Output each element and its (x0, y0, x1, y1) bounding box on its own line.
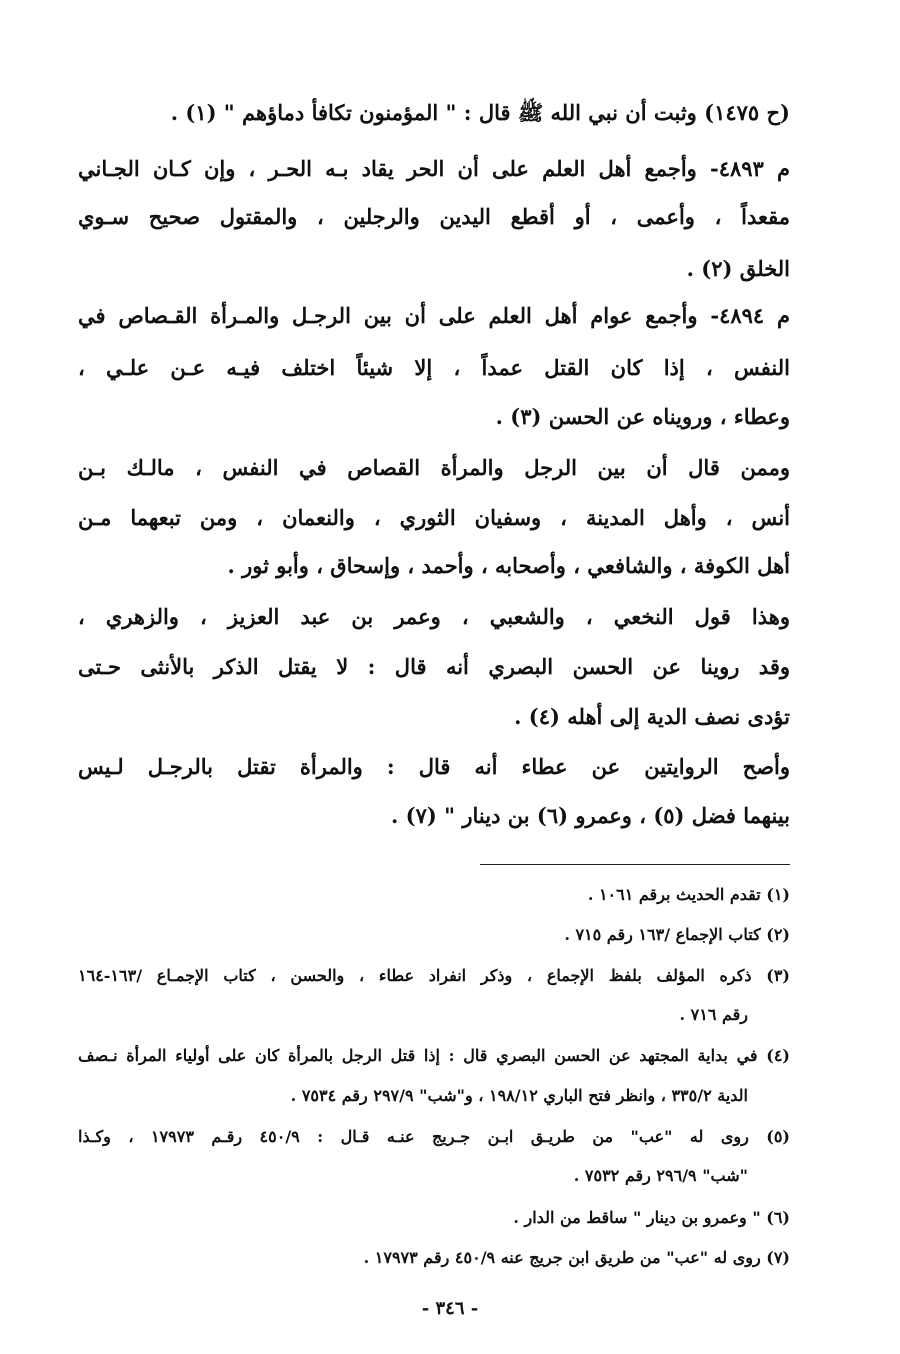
text-line: وهذا قول النخعي ، والشعبي ، وعمر بن عبد العزيز ، والزهري ، (78, 604, 790, 629)
footnote-line: (١) تقدم الحديث برقم ١٠٦١ . (587, 885, 790, 904)
text-line: الخلق (٢) . (686, 256, 790, 281)
footnote-line: (٣) ذكره المؤلف بلفظ الإجماع ، وذكر انفراد عطاء ، والحسن ، كتاب الإجمـاع /١٦٣-١٦٤ (78, 966, 790, 985)
text-line: مقعداً ، وأعمى ، أو أقطع اليدين والرجلين ، والمقتول صحيح سـوي (78, 204, 790, 229)
text-line: أهل الكوفة ، والشافعي ، وأصحابه ، وأحمد ، وإسحاق ، وأبو ثور . (227, 553, 790, 578)
text-line: تؤدى نصف الدية إلى أهله (٤) . (514, 704, 790, 729)
footnote-line: "شب" ٢٩٦/٩ رقم ٧٥٣٢ . (573, 1166, 748, 1185)
text-line: النفس ، إذا كان القتل عمداً ، إلا شيئاً اختلف فيـه عـن علـي ، (78, 355, 790, 380)
footnote-line: (٥) روى له "عب" من طريـق ابـن جـريج عنـه قـال : ٤٥٠/٩ رقـم ١٧٩٧٣ ، وكـذا (78, 1127, 790, 1146)
text-line: وعطاء ، ورويناه عن الحسن (٣) . (495, 404, 790, 429)
text-line: وأصح الروايتين عن عطاء أنه قال : والمرأة تقتل بالرجـل لـيس (78, 754, 790, 779)
text-line: وقد روينا عن الحسن البصري أنه قال : لا يقتل الذكر بالأنثى حـتى (78, 654, 790, 679)
footnote-separator (480, 864, 790, 865)
text-line: (ح ١٤٧٥) وثبت أن نبي الله ﷺ قال : " المؤمنون تكافأ دماؤهم " (١) . (170, 100, 790, 125)
footnote-line: رقم ٧١٦ . (679, 1005, 748, 1024)
text-line: بينهما فضل (٥) ، وعمرو (٦) بن دينار " (٧) . (391, 803, 790, 828)
text-line: وممن قال أن بين الرجل والمرأة القصاص في النفس ، مالـك بـن (78, 455, 790, 480)
footnote-line: (٢) كتاب الإجماع /١٦٣ رقم ٧١٥ . (564, 925, 790, 944)
footnote-line: (٤) في بداية المجتهد عن الحسن البصري قال : إذا قتل الرجل بالمرأة كان على أولياء المرأة نـصف (78, 1046, 790, 1065)
page-number: - ٣٤٦ - (421, 1298, 479, 1319)
text-line: م ٤٨٩٣- وأجمع أهل العلم على أن الحر يقاد بـه الحـر ، وإن كـان الجـاني (78, 156, 790, 181)
text-line: أنس ، وأهل المدينة ، وسفيان الثوري ، والنعمان ، ومن تبعهما مـن (78, 505, 790, 530)
footnote-line: (٦) " وعمرو بن دينار " ساقط من الدار . (513, 1208, 790, 1227)
footnote-line: الدية ٣٣٥/٢ ، وانظر فتح الباري ١٩٨/١٢ ، و"شب" ٢٩٧/٩ رقم ٧٥٣٤ . (290, 1086, 748, 1105)
text-line: م ٤٨٩٤- وأجمع عوام أهل العلم على أن بين الرجـل والمـرأة القـصاص في (78, 303, 790, 328)
footnote-line: (٧) روى له "عب" من طريق ابن جريج عنه ٤٥٠/٩ رقم ١٧٩٧٣ . (363, 1248, 790, 1267)
